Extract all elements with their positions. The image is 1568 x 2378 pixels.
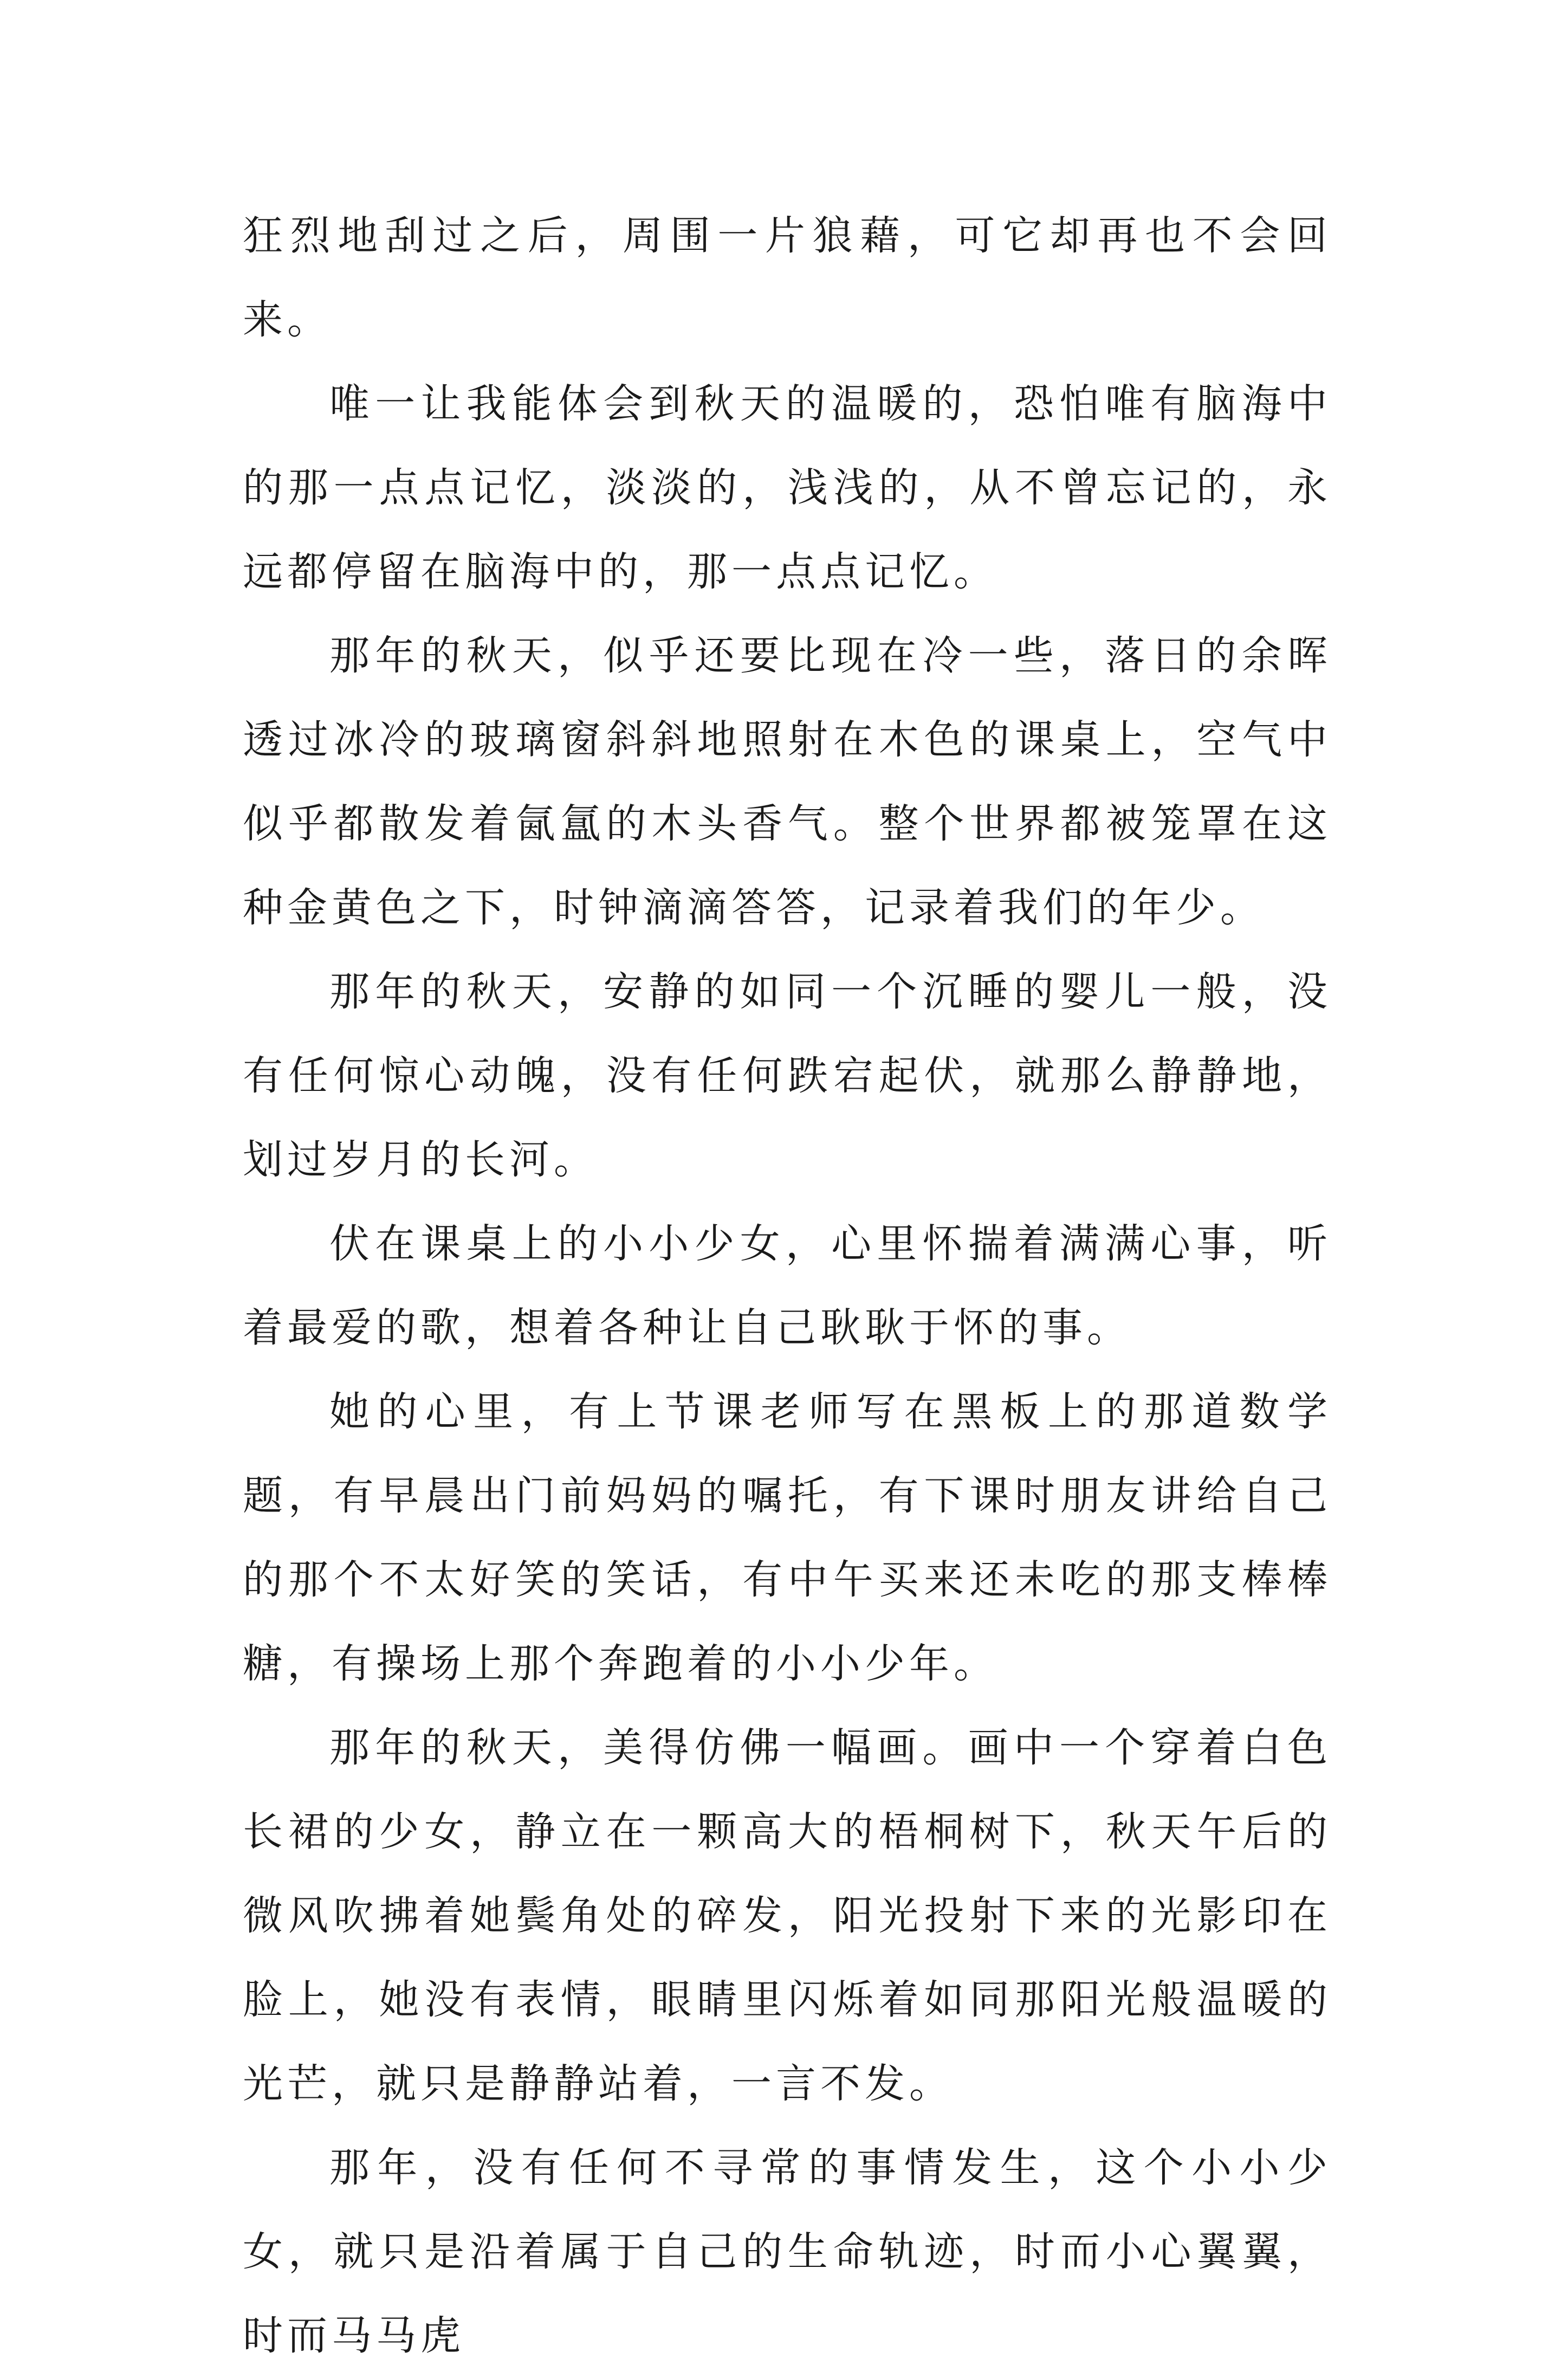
paragraph: 唯一让我能体会到秋天的温暖的，恐怕唯有脑海中的那一点点记忆，淡淡的，浅浅的，从不曾忘记的，永远都停留在脑海中的，那一点点记忆。	[243, 380, 1332, 595]
paragraph: 她的心里，有上节课老师写在黑板上的那道数学题，有早晨出门前妈妈的嘱托，有下课时朋友讲给自己的那个不太好笑的笑话，有中午买来还未吃的那支棒棒糖，有操场上那个奔跑着的小小少年。	[243, 1388, 1332, 1687]
paragraph: 那年的秋天，安静的如同一个沉睡的婴儿一般，没有任何惊心动魄，没有任何跌宕起伏，就那么静静地，划过岁月的长河。	[243, 968, 1332, 1183]
paragraph: 狂烈地刮过之后，周围一片狼藉，可它却再也不会回来。	[243, 212, 1332, 343]
paragraph: 伏在课桌上的小小少女，心里怀揣着满满心事，听着最爱的歌，想着各种让自己耿耿于怀的事。	[243, 1220, 1332, 1351]
body-text	[243, 194, 1332, 2378]
paragraph: 那年的秋天，美得仿佛一幅画。画中一个穿着白色长裙的少女，静立在一颗高大的梧桐树下，秋天午后的微风吹拂着她鬓角处的碎发，阳光投射下来的光影印在脸上，她没有表情，眼睛里闪烁着如同那阳光般温暖的光芒，就只是静静站着，一言不发。	[243, 1724, 1332, 2107]
paragraph: 那年的秋天，似乎还要比现在冷一些，落日的余晖透过冰冷的玻璃窗斜斜地照射在木色的课桌上，空气中似乎都散发着氤氲的木头香气。整个世界都被笼罩在这种金黄色之下，时钟滴滴答答，记录着我们的年少。	[243, 632, 1332, 931]
paragraph: 那年，没有任何不寻常的事情发生，这个小小少女，就只是沿着属于自己的生命轨迹，时而小心翼翼，时而马马虎	[243, 2144, 1332, 2359]
